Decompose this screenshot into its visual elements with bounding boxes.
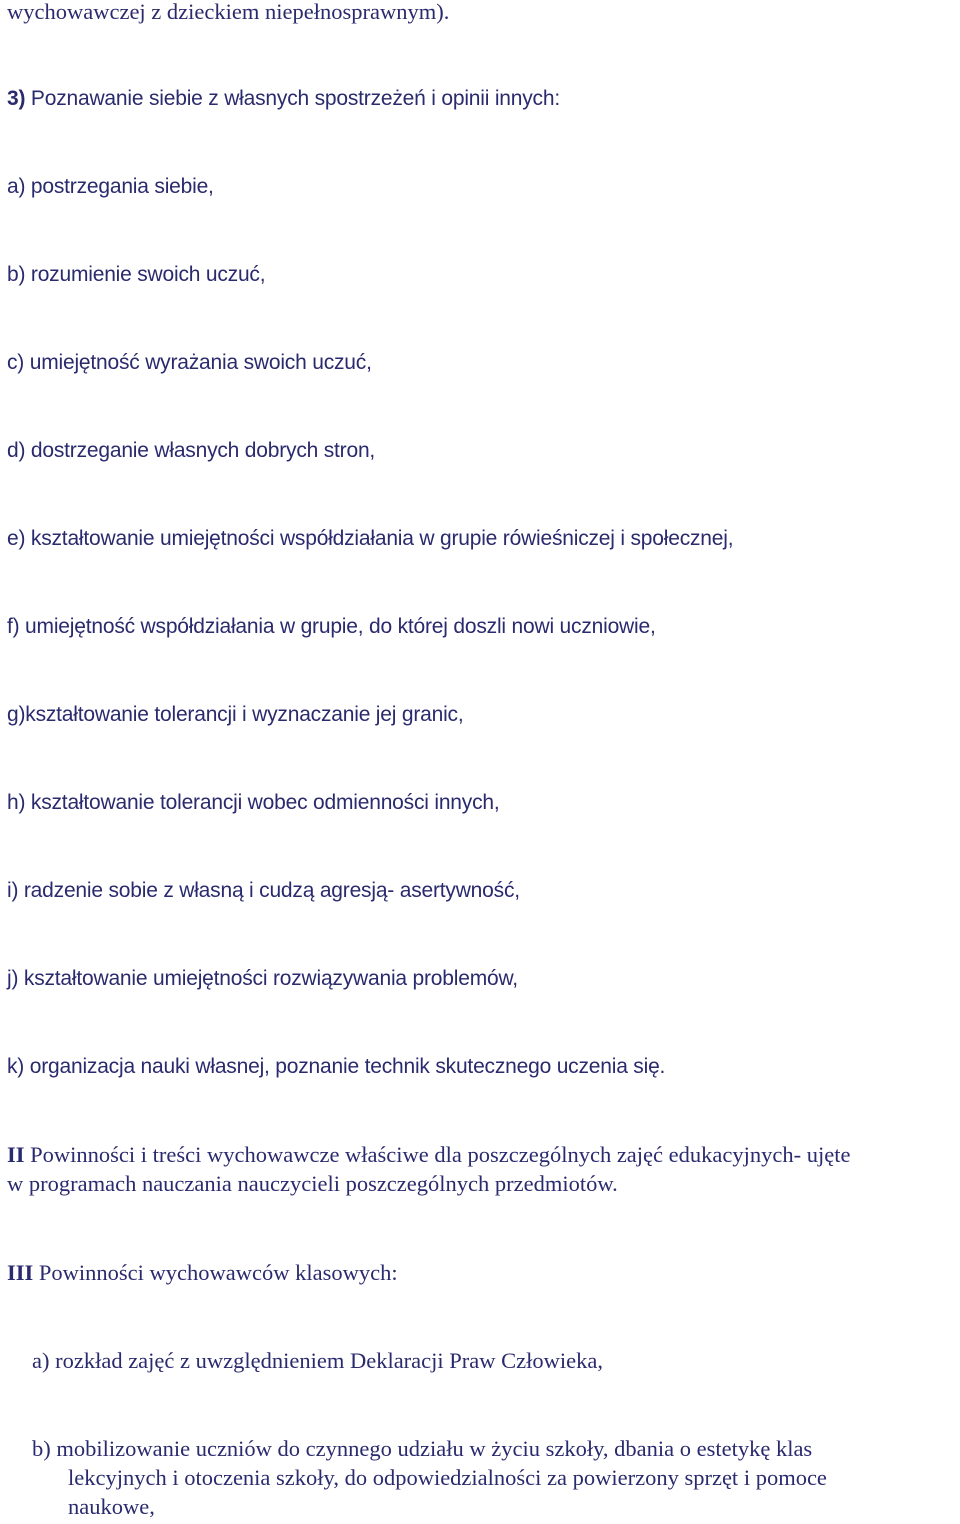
list-item: k) organizacja nauki własnej, poznanie technik skutecznego uczenia się.	[7, 1055, 666, 1078]
list-item: f) umiejętność współdziałania w grupie, do której doszli nowi uczniowie,	[7, 615, 656, 638]
list-item: h) kształtowanie tolerancji wobec odmienności innych,	[7, 791, 500, 814]
list-item: i) radzenie sobie z własną i cudzą agresją- asertywność,	[7, 879, 520, 902]
item-b-line-1: b) mobilizowanie uczniów do czynnego udziału w życiu szkoły, dbania o estetykę klas	[32, 1436, 813, 1461]
section-iii-numeral: III	[7, 1260, 34, 1285]
section-3-number: 3)	[7, 87, 26, 110]
section-iii-heading	[7, 1258, 398, 1287]
section-3-title: Poznawanie siebie z własnych spostrzeżeń i opinii innych:	[30, 87, 560, 110]
section-ii-line-1	[7, 1140, 850, 1169]
section-ii-paragraph	[7, 1140, 850, 1198]
list-item: d) dostrzeganie własnych dobrych stron,	[7, 439, 376, 462]
item-b-line-3: naukowe,	[68, 1494, 155, 1519]
section-ii-text-1: Powinności i treści wychowawcze właściwe dla poszczególnych zajęć edukacyjnych- ujęte	[30, 1142, 851, 1167]
section-3-heading	[7, 87, 560, 111]
item-b-line-2: lekcyjnych i otoczenia szkoły, do odpowiedzialności za powierzony sprzęt i pomoce	[68, 1465, 827, 1490]
section-ii-numeral: II	[7, 1142, 25, 1167]
list-item: a) postrzegania siebie,	[7, 175, 214, 198]
section-ii-line-2: w programach nauczania nauczycieli poszczególnych przedmiotów.	[7, 1171, 618, 1196]
list-item: e) kształtowanie umiejętności współdziałania w grupie rówieśniczej i społecznej,	[7, 527, 734, 550]
list-item: j) kształtowanie umiejętności rozwiązywania problemów,	[7, 967, 518, 990]
section-iii-item-a: a) rozkład zajęć z uwzględnieniem Deklaracji Praw Człowieka,	[32, 1348, 603, 1373]
list-item: g)kształtowanie tolerancji i wyznaczanie jej granic,	[7, 703, 464, 726]
section-iii-item-b	[32, 1434, 827, 1521]
list-item: c) umiejętność wyrażania swoich uczuć,	[7, 351, 372, 374]
section-iii-title: Powinności wychowawców klasowych:	[38, 1260, 398, 1285]
list-item: b) rozumienie swoich uczuć,	[7, 263, 266, 286]
continuation-line: wychowawczej z dzieckiem niepełnosprawnym).	[7, 0, 450, 24]
